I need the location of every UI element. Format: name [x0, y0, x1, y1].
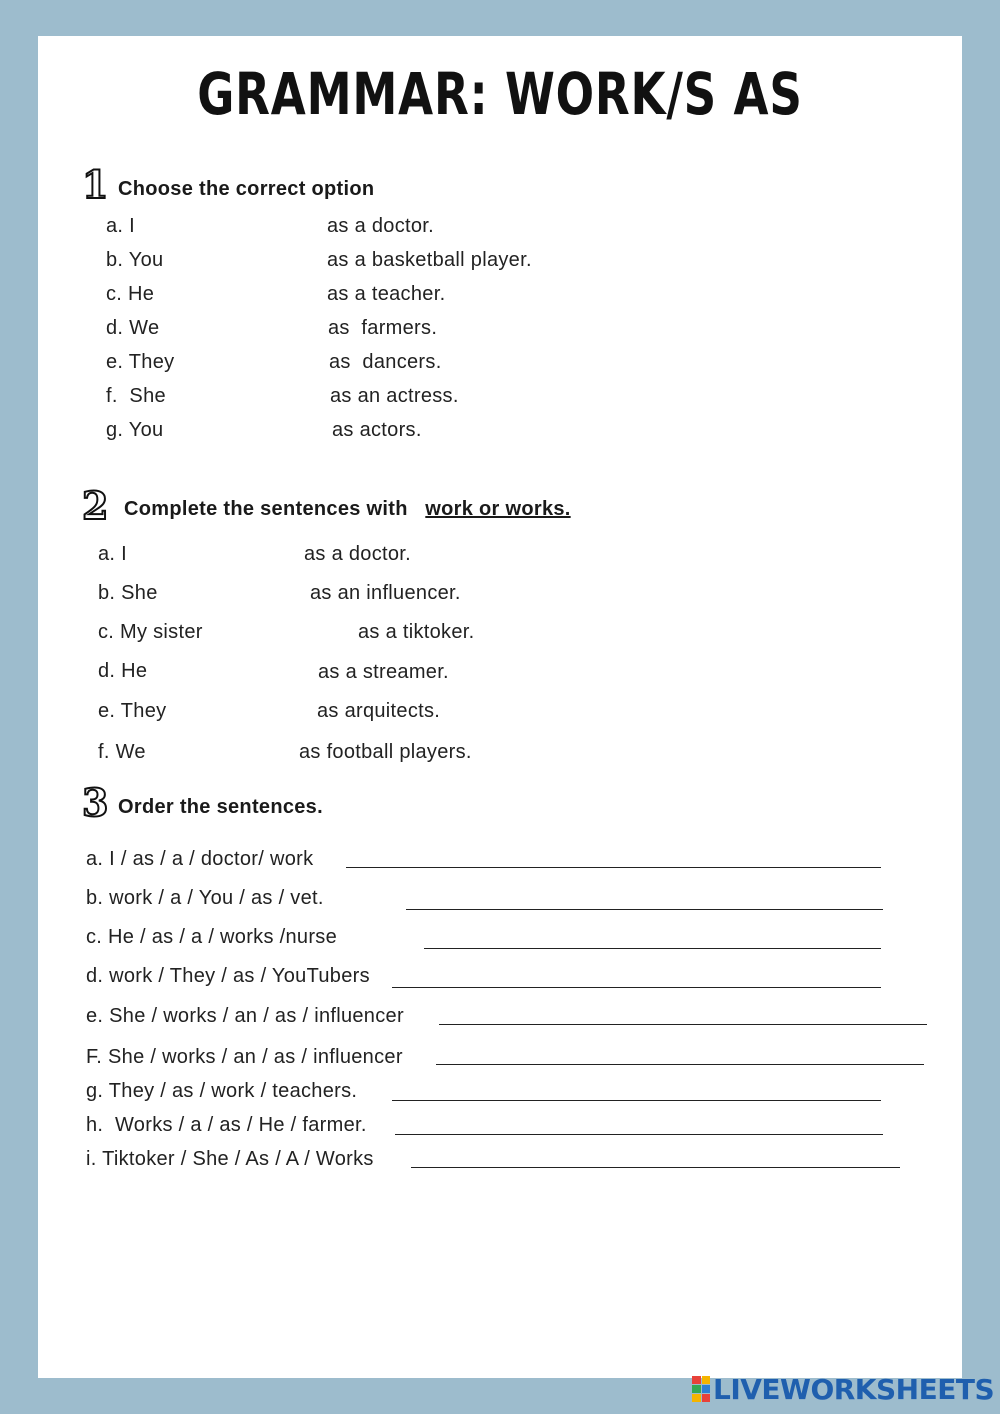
s3-item-h: h. Works / a / as / He / farmer.: [86, 1114, 367, 1136]
section-1-heading: Choose the correct option: [118, 178, 375, 200]
s3-answer-line-i[interactable]: [411, 1167, 900, 1168]
s1-item-f-rest: as an actress.: [330, 385, 459, 407]
s2-item-b-rest: as an influencer.: [310, 582, 461, 604]
s3-answer-line-g[interactable]: [392, 1100, 881, 1101]
s3-item-g: g. They / as / work / teachers.: [86, 1080, 358, 1102]
s2-item-a-subject: a. I: [98, 543, 127, 565]
s1-item-a-subject: a. I: [106, 215, 135, 237]
worksheet-title: GRAMMAR: WORK/S AS: [197, 60, 803, 128]
s3-item-d: d. work / They / as / YouTubers: [86, 965, 370, 987]
s3-item-i: i. Tiktoker / She / As / A / Works: [86, 1148, 374, 1170]
s3-answer-line-c[interactable]: [424, 948, 881, 949]
s2-item-b-subject: b. She: [98, 582, 158, 604]
s1-item-f-subject: f. She: [106, 385, 166, 407]
s1-item-c-rest: as a teacher.: [327, 283, 446, 305]
s3-answer-line-f[interactable]: [436, 1064, 924, 1065]
s3-answer-line-h[interactable]: [395, 1134, 883, 1135]
s3-answer-line-b[interactable]: [406, 909, 883, 910]
s1-item-b-subject: b. You: [106, 249, 164, 271]
section-2-number: 2: [82, 483, 109, 528]
s2-item-d-rest: as a streamer.: [318, 661, 449, 683]
section-2-heading-text: Complete the sentences with: [124, 498, 408, 520]
s2-item-c-subject: c. My sister: [98, 621, 203, 643]
s2-item-d-subject: d. He: [98, 660, 148, 682]
s2-item-a-rest: as a doctor.: [304, 543, 411, 565]
s3-item-a: a. I / as / a / doctor/ work: [86, 848, 314, 870]
s3-answer-line-a[interactable]: [346, 867, 881, 868]
section-1-number: 1: [82, 162, 109, 207]
s3-answer-line-e[interactable]: [439, 1024, 927, 1025]
s1-item-d-rest: as farmers.: [328, 317, 438, 339]
s2-item-c-rest: as a tiktoker.: [358, 621, 475, 643]
s1-item-b-rest: as a basketball player.: [327, 249, 532, 271]
s1-item-a-rest: as a doctor.: [327, 215, 434, 237]
s2-item-f-subject: f. We: [98, 741, 146, 763]
s3-item-b: b. work / a / You / as / vet.: [86, 887, 324, 909]
logo-text: LIVEWORKSHEETS: [713, 1372, 995, 1406]
logo-mark-icon: [692, 1376, 710, 1402]
section-3-number: 3: [82, 780, 109, 825]
s1-item-d-subject: d. We: [106, 317, 160, 339]
section-2-heading-keywords: work or works.: [425, 498, 571, 520]
s2-item-e-subject: e. They: [98, 700, 167, 722]
s1-item-e-subject: e. They: [106, 351, 175, 373]
section-2-heading: [124, 498, 571, 521]
s1-item-g-rest: as actors.: [332, 419, 422, 441]
s1-item-g-subject: g. You: [106, 419, 164, 441]
s2-item-f-rest: as football players.: [299, 741, 472, 763]
s1-item-c-subject: c. He: [106, 283, 155, 305]
liveworksheets-logo[interactable]: [692, 1374, 994, 1404]
s3-item-f: F. She / works / an / as / influencer: [86, 1046, 403, 1068]
s3-answer-line-d[interactable]: [392, 987, 881, 988]
worksheet-page: [38, 36, 962, 1378]
s2-item-e-rest: as arquitects.: [317, 700, 441, 722]
s1-item-e-rest: as dancers.: [329, 351, 442, 373]
section-3-heading: Order the sentences.: [118, 796, 323, 818]
s3-item-c: c. He / as / a / works /nurse: [86, 926, 338, 948]
s3-item-e: e. She / works / an / as / influencer: [86, 1005, 404, 1027]
